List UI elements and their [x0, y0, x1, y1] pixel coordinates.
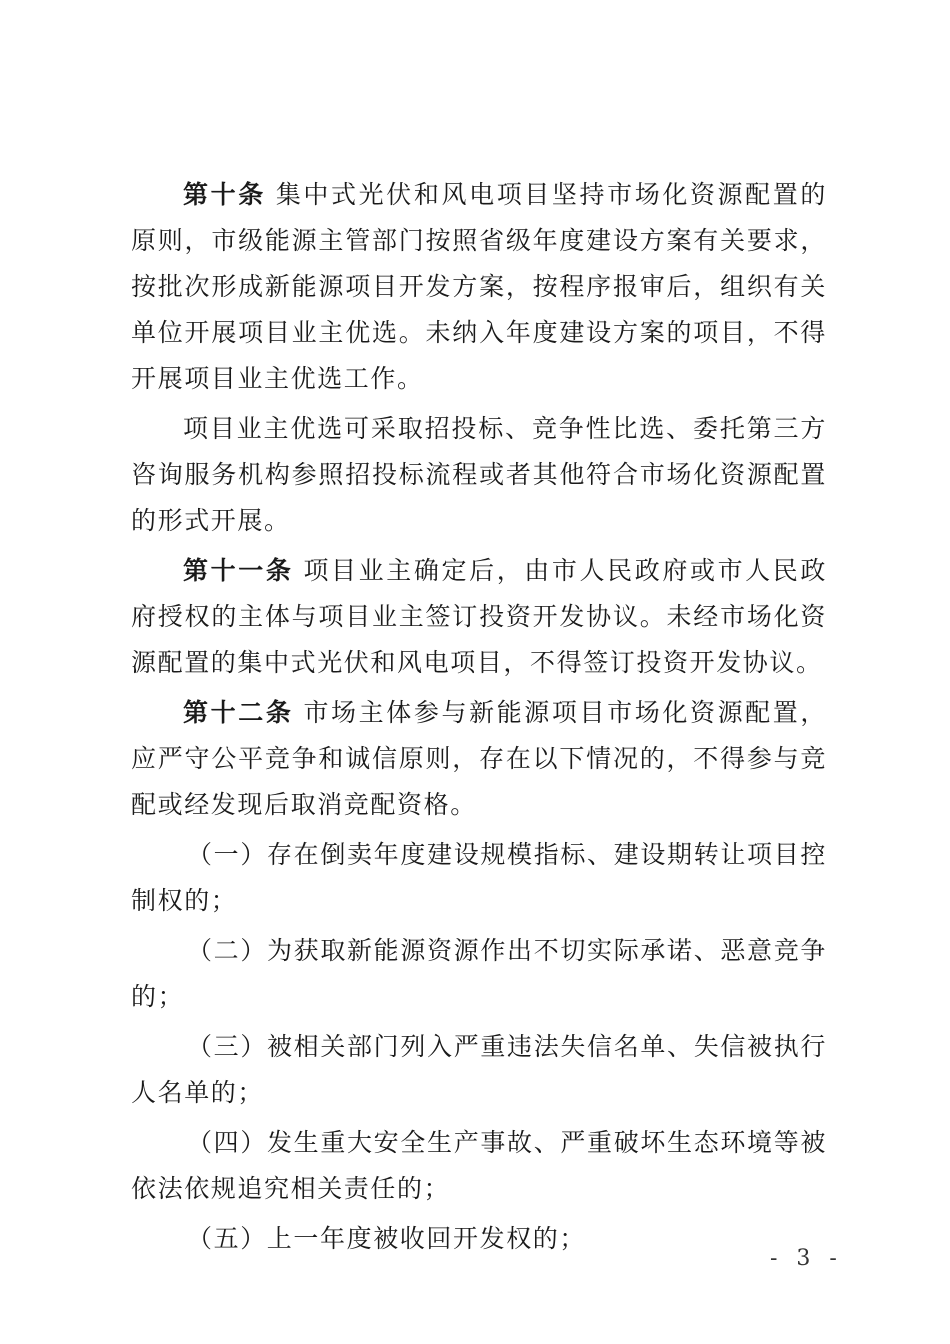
- article-12-paragraph: [131, 690, 827, 828]
- article-10-heading: 第十条: [183, 180, 266, 209]
- article-10-text: 集中式光伏和风电项目坚持市场化资源配置的原则，市级能源主管部门按照省级年度建设方案有关要求，按批次形成新能源项目开发方案，按程序报审后，组织有关单位开展项目业主优选。未纳入年度建设方案的项目，不得开展项目业主优选工作。: [131, 180, 827, 393]
- page-number: - 3 -: [770, 1246, 843, 1271]
- list-item: （四）发生重大安全生产事故、严重破坏生态环境等被依法依规追究相关责任的；: [131, 1128, 827, 1203]
- article-12-heading: 第十二条: [183, 698, 294, 727]
- list-item: （五）上一年度被收回开发权的；: [187, 1224, 587, 1253]
- article-11-heading: 第十一条: [183, 556, 294, 585]
- article-10-subparagraph: [131, 406, 827, 544]
- article-12-text: 市场主体参与新能源项目市场化资源配置，应严守公平竞争和诚信原则，存在以下情况的，不得参与竞配或经发现后取消竞配资格。: [131, 698, 827, 819]
- document-body: [131, 172, 827, 1266]
- list-item: （二）为获取新能源资源作出不切实际承诺、恶意竞争的；: [131, 936, 827, 1011]
- article-10-subparagraph-text: 项目业主优选可采取招投标、竞争性比选、委托第三方咨询服务机构参照招投标流程或者其他符合市场化资源配置的形式开展。: [131, 414, 827, 535]
- article-11-paragraph: [131, 548, 827, 686]
- list-item: （三）被相关部门列入严重违法失信名单、失信被执行人名单的；: [131, 1032, 827, 1107]
- article-11-text: 项目业主确定后，由市人民政府或市人民政府授权的主体与项目业主签订投资开发协议。未经市场化资源配置的集中式光伏和风电项目，不得签订投资开发协议。: [131, 556, 827, 677]
- article-10-paragraph: [131, 172, 827, 402]
- list-item: （一）存在倒卖年度建设规模指标、建设期转让项目控制权的；: [131, 840, 827, 915]
